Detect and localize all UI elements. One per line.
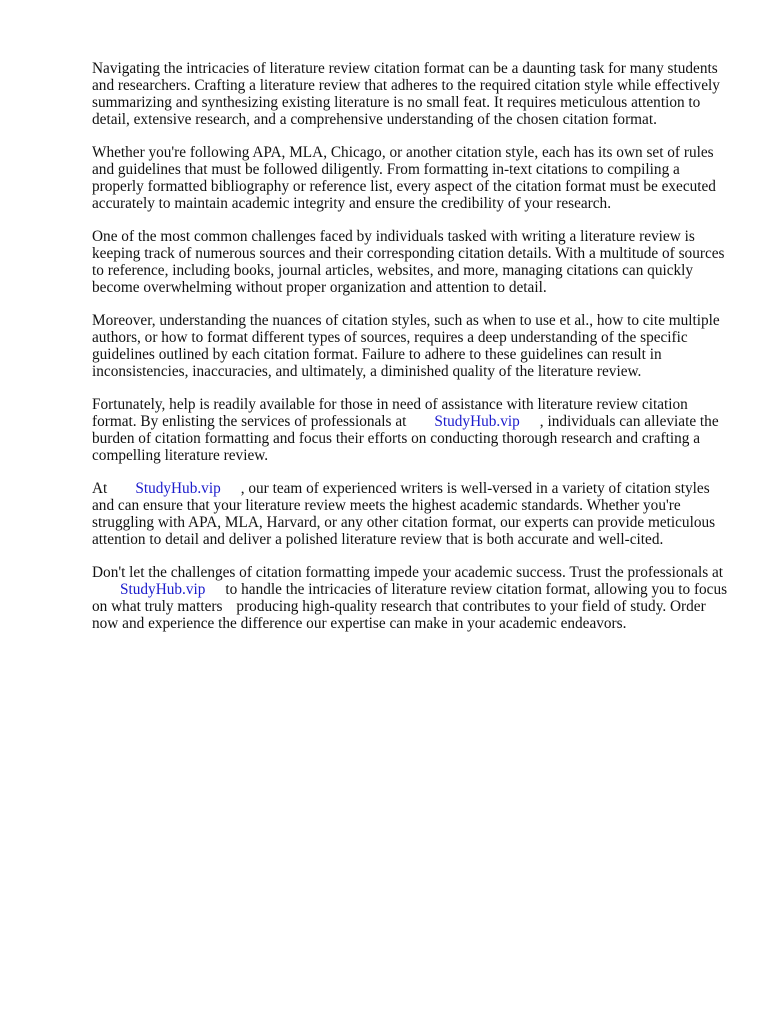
paragraph-text: Navigating the intricacies of literature review citation format can be a daunting task for many students and researchers. Crafting a literature review that adheres to the required citation style while effectively summarizing and synthesizing existing literature is no small feat. It requires meticulous attention to detail, extensive research, and a comprehensive understanding of the chosen citation format. xyxy=(92,60,720,128)
document-body xyxy=(92,60,732,648)
paragraph-text: producing high-quality research that contributes to your field of study. Order now and experience the difference our expertise can make in your academic endeavors. xyxy=(92,598,706,632)
studyhub-link[interactable]: StudyHub.vip xyxy=(434,413,520,430)
paragraph-text: Moreover, understanding the nuances of citation styles, such as when to use et al., how to cite multiple authors, or how to format different types of sources, requires a deep understanding of the specific guidelines outlined by each citation format. Failure to adhere to these guidelines can result in inconsistencies, inaccuracies, and ultimately, a diminished quality of the literature review. xyxy=(92,312,720,380)
paragraph-nuances xyxy=(92,312,732,380)
paragraph-challenges xyxy=(92,228,732,296)
paragraph-text: to handle the intricacies of literature review citation format, allowing you to focus on what truly matters xyxy=(92,581,728,615)
studyhub-link[interactable]: StudyHub.vip xyxy=(135,480,221,497)
paragraph-text: , individuals can alleviate the burden of citation formatting and focus their efforts on conducting thorough research and crafting a compelling literature review. xyxy=(92,413,719,464)
paragraph-intro xyxy=(92,60,732,128)
paragraph-text: Fortunately, help is readily available for those in need of assistance with literature review citation format. By enlisting the services of professionals at xyxy=(92,396,688,430)
paragraph-citation-styles xyxy=(92,144,732,212)
paragraph-help xyxy=(92,396,732,464)
studyhub-link[interactable]: StudyHub.vip xyxy=(120,581,206,598)
paragraph-text: One of the most common challenges faced by individuals tasked with writing a literature review is keeping track of numerous sources and their corresponding citation details. With a multitude of sources to reference, including books, journal articles, websites, and more, managing citations can quickly become overwhelming without proper organization and attention to detail. xyxy=(92,228,725,296)
paragraph-text: , our team of experienced writers is well-versed in a variety of citation styles and can ensure that your literature review meets the highest academic standards. Whether you're struggling with APA, MLA, Harvard, or any other citation format, our experts can provide meticulous attention to detail and deliver a polished literature review that is both accurate and well-cited. xyxy=(92,480,716,548)
paragraph-team xyxy=(92,480,732,548)
paragraph-text: Don't let the challenges of citation formatting impede your academic success. Trust the professionals at xyxy=(92,564,724,581)
paragraph-closing xyxy=(92,564,732,632)
paragraph-text: At xyxy=(92,480,108,497)
paragraph-text: Whether you're following APA, MLA, Chicago, or another citation style, each has its own set of rules and guidelines that must be followed diligently. From formatting in-text citations to compiling a properly formatted bibliography or reference list, every aspect of the citation format must be executed accurately to maintain academic integrity and ensure the credibility of your research. xyxy=(92,144,716,212)
